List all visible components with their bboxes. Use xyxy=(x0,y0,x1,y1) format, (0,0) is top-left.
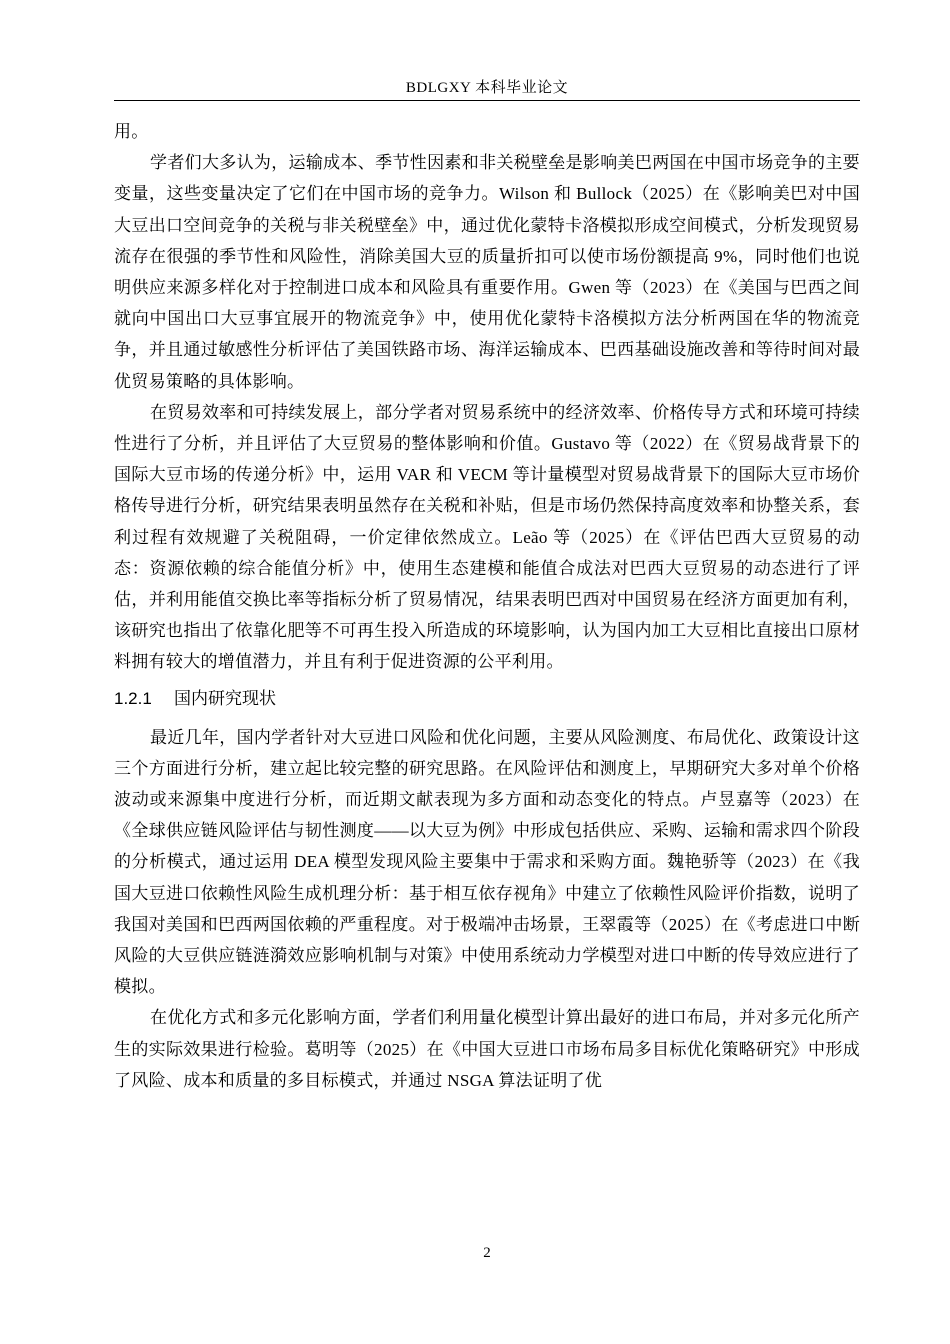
running-header: BDLGXY 本科毕业论文 xyxy=(405,80,569,96)
section-number: 1.2.1 xyxy=(114,688,152,708)
section-heading xyxy=(114,682,860,716)
page-number: 2 xyxy=(483,1245,491,1261)
section-title: 国内研究现状 xyxy=(174,688,276,708)
paragraph-competition-factors: 学者们大多认为，运输成本、季节性因素和非关税壁垒是影响美巴两国在中国市场竞争的主要变量，这些变量决定了它们在中国市场的竞争力。Wilson 和 Bullock（2025）在《影响美巴对中国大豆出口空间竞争的关税与非关税壁垒》中，通过优化蒙特卡洛模拟形成空间模式，分析发现贸易流存在很强的季节性和风险性，消除美国大豆的质量折扣可以使市场份额提高 9%，同时他们也说明供应来源多样化对于控制进口成本和风险具有重要作用。Gwen 等（2023）在《美国与巴西之间就向中国出口大豆事宜展开的物流竞争》中，使用优化蒙特卡洛模拟方法分析两国在华的物流竞争，并且通过敏感性分析评估了美国铁路市场、海洋运输成本、巴西基础设施改善和等待时间对最优贸易策略的具体影响。 xyxy=(114,153,860,391)
paragraph-continuation: 用。 xyxy=(114,122,149,141)
header-rule xyxy=(114,100,860,101)
paragraph-domestic-risk: 最近几年，国内学者针对大豆进口风险和优化问题，主要从风险测度、布局优化、政策设计这三个方面进行分析，建立起比较完整的研究思路。在风险评估和测度上，早期研究大多对单个价格波动或来源集中度进行分析，而近期文献表现为多方面和动态变化的特点。卢昱嘉等（2023）在《全球供应链风险评估与韧性测度——以大豆为例》中形成包括供应、采购、运输和需求四个阶段的分析模式，通过运用 DEA 模型发现风险主要集中于需求和采购方面。魏艳骄等（2023）在《我国大豆进口依赖性风险生成机理分析：基于相互依存视角》中建立了依赖性风险评价指数，说明了我国对美国和巴西两国依赖的严重程度。对于极端冲击场景，王翠霞等（2025）在《考虑进口中断风险的大豆供应链涟漪效应影响机制与对策》中使用系统动力学模型对进口中断的传导效应进行了模拟。 xyxy=(114,727,860,997)
paragraph-trade-efficiency: 在贸易效率和可持续发展上，部分学者对贸易系统中的经济效率、价格传导方式和环境可持续性进行了分析，并且评估了大豆贸易的整体影响和价值。Gustavo 等（2022）在《贸易战背景下的国际大豆市场的传递分析》中，运用 VAR 和 VECM 等计量模型对贸易战背景下的国际大豆市场价格传导进行分析，研究结果表明虽然存在关税和补贴，但是市场仍然保持高度效率和协整关系，套利过程有效规避了关税阻碍，一价定律依然成立。Leão 等（2025）在《评估巴西大豆贸易的动态：资源依赖的综合能值分析》中，使用生态建模和能值合成法对巴西大豆贸易的动态进行了评估，并利用能值交换比率等指标分析了贸易情况，结果表明巴西对中国贸易在经济方面更加有利，该研究也指出了依靠化肥等不可再生投入所造成的环境影响，认为国内加工大豆相比直接出口原材料拥有较大的增值潜力，并且有利于促进资源的公平利用。 xyxy=(114,402,860,672)
page-body xyxy=(114,116,860,1096)
paragraph-optimization: 在优化方式和多元化影响方面，学者们利用量化模型计算出最好的进口布局，并对多元化所产生的实际效果进行检验。葛明等（2025）在《中国大豆进口市场布局多目标优化策略研究》中形成了风险、成本和质量的多目标模式，并通过 NSGA 算法证明了优 xyxy=(114,1008,860,1090)
